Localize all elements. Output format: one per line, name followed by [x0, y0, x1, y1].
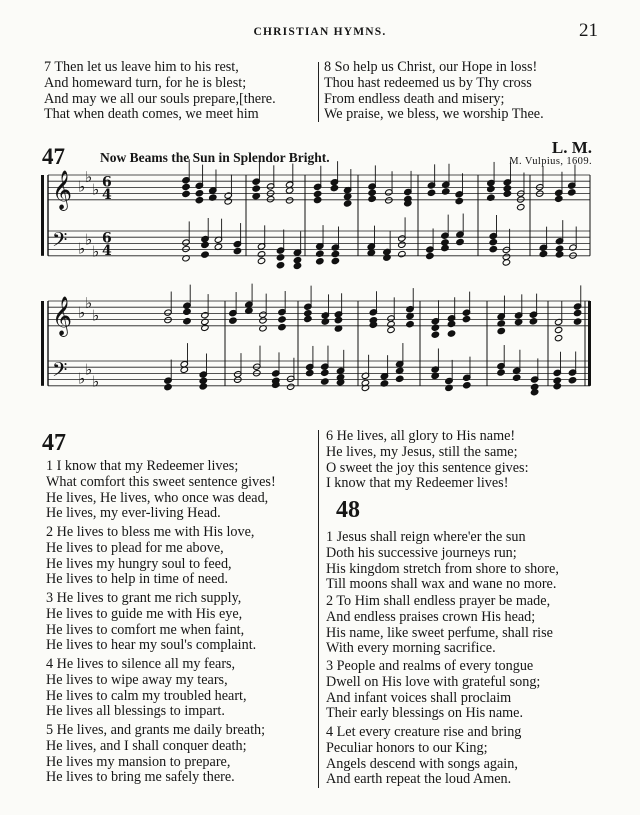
- verse-line: He lives to hear my soul's complaint.: [46, 637, 257, 654]
- notehead: [229, 317, 237, 324]
- verse-line: And homeward turn, for he is blest;: [44, 74, 247, 91]
- verse-line: And may we all our souls prepare,[there.: [44, 90, 276, 107]
- verse-line: He lives to plead for me above,: [46, 539, 224, 556]
- verse-line: He lives to wipe away my tears,: [46, 671, 228, 688]
- hymn-meter: L. M.: [551, 138, 592, 157]
- flat-icon: ♭: [92, 180, 100, 199]
- bass-clef-icon: 𝄢: [52, 228, 68, 257]
- notehead: [396, 375, 404, 382]
- verse-line: He lives, He lives, who once was dead,: [46, 489, 269, 506]
- notehead: [529, 318, 537, 325]
- verse-line: O sweet the joy this sentence gives:: [326, 459, 529, 476]
- notehead: [331, 250, 339, 257]
- notehead: [568, 377, 576, 384]
- notehead: [513, 374, 521, 381]
- notehead: [427, 189, 435, 196]
- notehead: [199, 383, 207, 390]
- notehead: [455, 197, 463, 204]
- notehead: [555, 251, 563, 258]
- notehead: [398, 241, 406, 248]
- flat-icon: ♭: [85, 294, 93, 313]
- verse-line: 3 He lives to grant me rich supply,: [46, 590, 242, 606]
- notehead: [387, 326, 395, 333]
- verse-line: That when death comes, we meet him: [44, 106, 259, 123]
- notehead: [368, 195, 376, 202]
- verse-line: He lives all blessings to impart.: [46, 703, 225, 720]
- verse-line: 7 Then let us leave him to his rest,: [44, 59, 239, 75]
- verse-line: And infant voices shall proclaim: [326, 689, 512, 706]
- hymn-47-verse-2: [46, 525, 254, 588]
- verse-line: He lives to calm my troubled heart,: [46, 687, 247, 704]
- verse-line: He lives to guide me with His eye,: [46, 605, 243, 622]
- hymn-47-verse-6: [326, 429, 529, 492]
- verse-line: 6 He lives, all glory to His name!: [326, 428, 516, 444]
- notehead: [182, 190, 190, 197]
- notehead: [252, 185, 260, 192]
- system-brace: [41, 175, 44, 256]
- notehead: [383, 254, 391, 261]
- notehead: [201, 241, 209, 248]
- hymn-title: Now Beams the Sun in Splendor Bright.: [100, 150, 330, 165]
- notehead: [278, 316, 286, 323]
- time-signature-top: 6: [102, 230, 112, 247]
- treble-clef-icon: 𝄞: [52, 170, 73, 211]
- notehead: [502, 259, 510, 266]
- final-barline-thick: [588, 301, 591, 386]
- verse-line: Their early blessings on His name.: [326, 705, 524, 722]
- notehead: [503, 190, 511, 197]
- verse-line: And earth repeat the loud Amen.: [326, 771, 512, 788]
- time-signature-bottom: 4: [102, 186, 112, 203]
- notehead: [293, 262, 301, 269]
- notehead: [431, 324, 439, 331]
- notehead: [367, 249, 375, 256]
- hymn-47-verse-5: [46, 723, 265, 786]
- notehead: [463, 382, 471, 389]
- hymn-number: 47: [42, 144, 65, 169]
- notehead: [398, 250, 406, 257]
- flat-icon: ♭: [92, 306, 100, 325]
- notehead: [257, 257, 265, 264]
- verse-line: 1 Jesus shall reign where'er the sun: [326, 529, 526, 545]
- verse-line: He lives my hungry soul to feed,: [46, 555, 232, 572]
- notehead: [447, 330, 455, 337]
- hymn-48-number: 48: [336, 497, 360, 523]
- hymn-47-verse-1: [46, 459, 276, 522]
- verse-line: He lives, my ever-living Head.: [46, 505, 221, 522]
- notehead: [489, 239, 497, 246]
- verse-line: 2 To Him shall endless prayer be made,: [326, 593, 551, 609]
- notehead: [385, 197, 393, 204]
- hymn-47-verse-3: [46, 591, 256, 654]
- notehead: [313, 196, 321, 203]
- verse-line: 1 I know that my Redeemer lives;: [46, 458, 239, 474]
- verse-line: He lives to help in time of need.: [46, 571, 229, 588]
- notehead: [195, 197, 203, 204]
- verse-line: 4 He lives to silence all my fears,: [46, 656, 236, 672]
- verse-line: Till moons shall wax and wane no more.: [326, 576, 557, 593]
- time-signature-bottom: 4: [102, 242, 112, 259]
- notehead: [447, 320, 455, 327]
- notehead: [182, 183, 190, 190]
- verse-line: He lives to bring me safely there.: [46, 769, 235, 786]
- notehead: [257, 251, 265, 258]
- notehead: [462, 315, 470, 322]
- notehead: [334, 316, 342, 323]
- notehead: [442, 188, 450, 195]
- flat-icon: ♭: [85, 360, 93, 379]
- notehead: [456, 238, 464, 245]
- verse-line: We praise, we bless, we worship Thee.: [324, 106, 544, 123]
- verse-line: 2 He lives to bless me with His love,: [46, 524, 255, 540]
- notehead: [368, 189, 376, 196]
- flat-icon: ♭: [92, 372, 100, 391]
- treble-clef-icon: 𝄞: [52, 296, 73, 337]
- verse-line: He lives to comfort me when faint,: [46, 621, 245, 638]
- notehead: [330, 184, 338, 191]
- notehead: [182, 245, 190, 252]
- verse-line: What comfort this sweet sentence gives!: [46, 473, 276, 490]
- flat-icon: ♭: [78, 369, 86, 388]
- notehead: [431, 331, 439, 338]
- verse-line: 4 Let every creature rise and bring: [326, 724, 522, 740]
- notehead: [426, 252, 434, 259]
- notehead: [331, 257, 339, 264]
- notehead: [568, 189, 576, 196]
- verse-line: Peculiar honors to our King;: [326, 739, 488, 756]
- notehead: [555, 195, 563, 202]
- running-title: CHRISTIAN HYMNS.: [253, 26, 387, 38]
- page-number: 21: [579, 20, 598, 41]
- verse-line: I know that my Redeemer lives!: [326, 475, 509, 492]
- hymn-48-verse-4: [326, 725, 521, 788]
- notehead: [276, 262, 284, 269]
- notehead: [487, 185, 495, 192]
- bass-clef-icon: 𝄢: [52, 358, 68, 387]
- notehead: [276, 254, 284, 261]
- notehead: [445, 384, 453, 391]
- notehead: [201, 251, 209, 258]
- notehead: [406, 321, 414, 328]
- flat-icon: ♭: [78, 303, 86, 322]
- verse-line: 8 So help us Christ, our Hope in loss!: [324, 59, 538, 75]
- notehead: [287, 383, 295, 390]
- hymn-48-verse-3: [326, 659, 540, 722]
- notehead: [266, 196, 274, 203]
- verse-line: Dwell on His love with grateful song;: [326, 673, 541, 690]
- flat-icon: ♭: [92, 242, 100, 261]
- notehead: [517, 204, 525, 211]
- notehead: [201, 324, 209, 331]
- flat-icon: ♭: [78, 177, 86, 196]
- verse-line: Doth his successive journeys run;: [326, 544, 517, 561]
- verse-line: 3 People and realms of every tongue: [326, 658, 534, 674]
- notehead: [164, 316, 172, 323]
- notehead: [183, 318, 191, 325]
- notehead: [321, 378, 329, 385]
- notehead: [316, 250, 324, 257]
- notehead: [285, 187, 293, 194]
- notehead: [313, 190, 321, 197]
- verse-line: And endless praises crown His head;: [326, 608, 536, 625]
- notehead: [278, 323, 286, 330]
- notehead: [285, 197, 293, 204]
- notehead: [306, 369, 314, 376]
- notehead: [554, 326, 562, 333]
- verse-line: From endless death and misery;: [324, 90, 505, 107]
- notehead: [304, 315, 312, 322]
- verse-line: He lives, my Jesus, still the same;: [326, 443, 518, 460]
- verse-line: He lives, and I shall conquer death;: [46, 737, 247, 754]
- flat-icon: ♭: [78, 239, 86, 258]
- hymn-48-verse-2: [326, 594, 553, 657]
- notehead: [316, 258, 324, 265]
- verse-line: He lives my mansion to prepare,: [46, 753, 231, 770]
- hymn-48-verse-1: [326, 530, 559, 593]
- notehead: [573, 318, 581, 325]
- hymn-47-verse-4: [46, 657, 247, 720]
- notehead: [183, 308, 191, 315]
- verse-line: With every morning sacrifice.: [326, 640, 496, 657]
- notehead: [233, 247, 241, 254]
- hymn-composer: M. Vulpius, 1609.: [509, 156, 592, 167]
- time-signature-top: 6: [102, 174, 112, 191]
- hymn-47-number: 47: [42, 430, 66, 456]
- verse-line: 5 He lives, and grants me daily breath;: [46, 722, 266, 738]
- verse-line: Angels descend with songs again,: [326, 755, 518, 772]
- notehead: [554, 334, 562, 341]
- notehead: [321, 369, 329, 376]
- system-brace: [41, 301, 44, 386]
- column-divider: [318, 430, 319, 788]
- notehead: [497, 369, 505, 376]
- notehead: [553, 383, 561, 390]
- notehead: [164, 383, 172, 390]
- notehead: [539, 250, 547, 257]
- notehead: [489, 246, 497, 253]
- notehead: [259, 317, 267, 324]
- notehead: [441, 244, 449, 251]
- verse-line: Thou hast redeemed us by Thy cross: [324, 74, 532, 91]
- notehead: [343, 200, 351, 207]
- verse-line: His kingdom stretch from shore to shore,: [326, 560, 559, 577]
- notehead: [487, 194, 495, 201]
- notehead: [195, 190, 203, 197]
- flat-icon: ♭: [85, 168, 93, 187]
- notehead: [321, 318, 329, 325]
- notehead: [573, 309, 581, 316]
- verse-line: His name, like sweet perfume, shall rise: [326, 624, 553, 641]
- notehead: [224, 198, 232, 205]
- notehead: [497, 327, 505, 334]
- flat-icon: ♭: [85, 230, 93, 249]
